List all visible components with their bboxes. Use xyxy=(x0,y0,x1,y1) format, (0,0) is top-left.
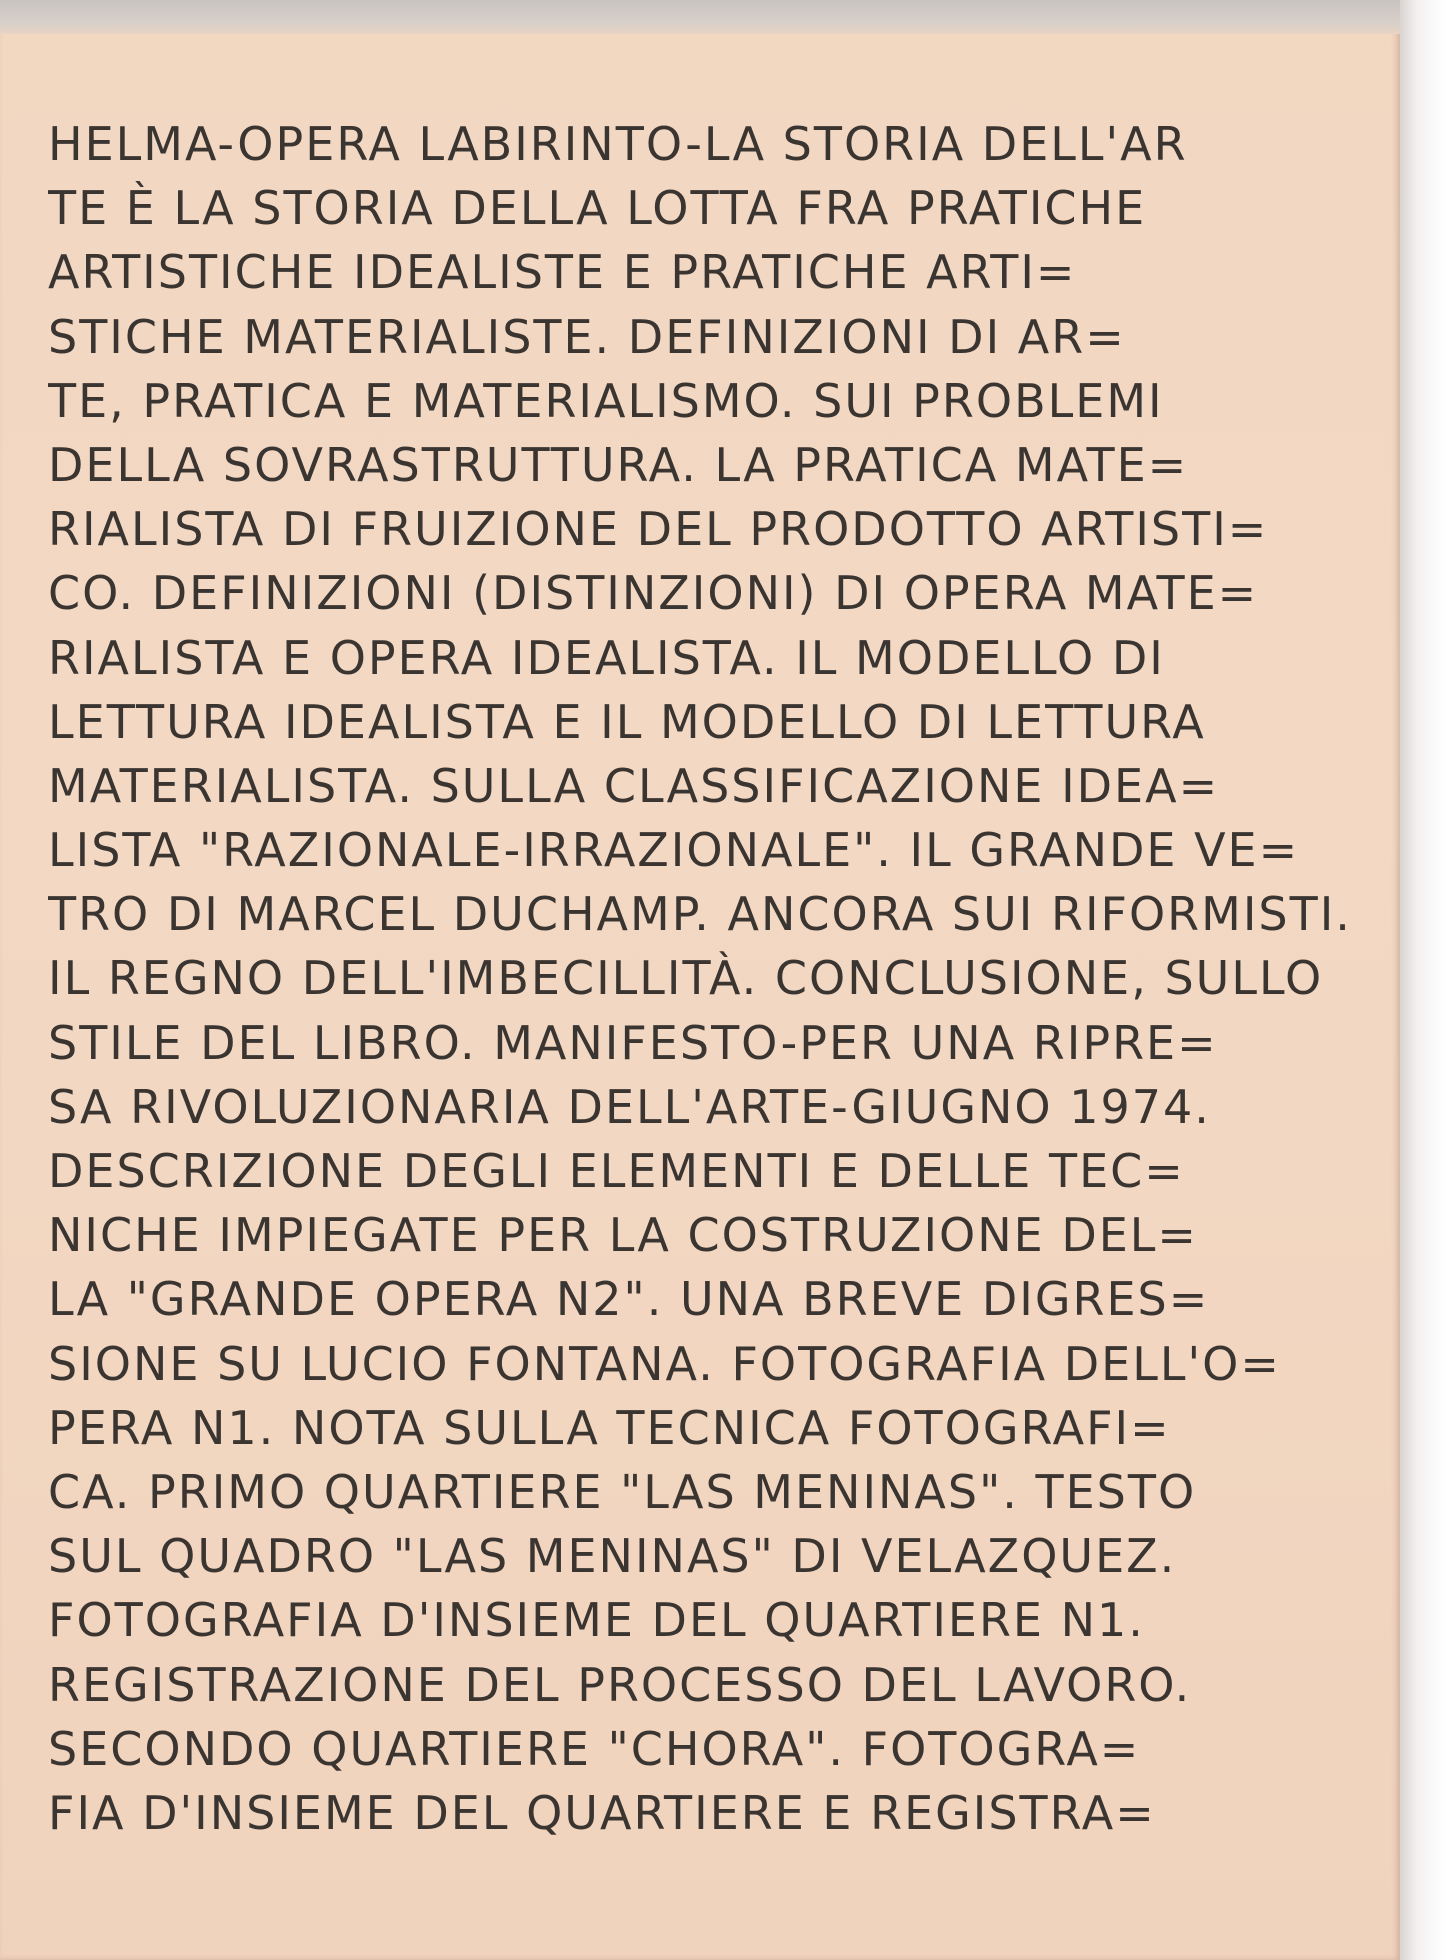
text-line-3: ARTISTICHE IDEALISTE E PRATICHE ARTI= xyxy=(48,245,1077,300)
text-line-17: DESCRIZIONE DEGLI ELEMENTI E DELLE TEC= xyxy=(48,1144,1185,1198)
text-line-1: HELMA-OPERA LABIRINTO-LA STORIA DELL'AR xyxy=(48,117,1188,171)
scan-background-edge xyxy=(1400,0,1445,1960)
text-line-7: RIALISTA DI FRUIZIONE DEL PRODOTTO ARTISTI= xyxy=(48,502,1269,557)
text-line-12: LISTA "RAZIONALE-IRRAZIONALE". IL GRANDE VE= xyxy=(48,823,1300,878)
text-line-9: RIALISTA E OPERA IDEALISTA. IL MODELLO DI xyxy=(48,630,1165,685)
text-line-19: LA "GRANDE OPERA N2". UNA BREVE DIGRES= xyxy=(48,1272,1210,1327)
text-line-10: LETTURA IDEALISTA E IL MODELLO DI LETTURA xyxy=(48,694,1206,749)
text-line-27: FIA D'INSIEME DEL QUARTIERE E REGISTRA= xyxy=(48,1785,1156,1840)
text-line-5: TE, PRATICA E MATERIALISMO. SUI PROBLEMI xyxy=(48,373,1164,428)
text-line-25: REGISTRAZIONE DEL PROCESSO DEL LAVORO. xyxy=(48,1657,1192,1712)
handwritten-text-block xyxy=(48,112,1368,1845)
text-line-16: SA RIVOLUZIONARIA DELL'ARTE-GIUGNO 1974. xyxy=(48,1079,1211,1134)
text-line-20: SIONE SU LUCIO FONTANA. FOTOGRAFIA DELL'O= xyxy=(48,1336,1281,1391)
text-line-24: FOTOGRAFIA D'INSIEME DEL QUARTIERE N1. xyxy=(48,1593,1145,1648)
text-line-13: TRO DI MARCEL DUCHAMP. ANCORA SUI RIFORMISTI. xyxy=(48,887,1352,942)
text-line-2: TE È LA STORIA DELLA LOTTA FRA PRATICHE xyxy=(48,181,1147,236)
text-line-11: MATERIALISTA. SULLA CLASSIFICAZIONE IDEA= xyxy=(48,758,1220,813)
text-line-22: CA. PRIMO QUARTIERE "LAS MENINAS". TESTO xyxy=(48,1464,1197,1519)
text-line-23: SUL QUADRO "LAS MENINAS" DI VELAZQUEZ. xyxy=(48,1529,1177,1584)
text-line-6: DELLA SOVRASTRUTTURA. LA PRATICA MATE= xyxy=(48,437,1189,492)
text-line-15: STILE DEL LIBRO. MANIFESTO-PER UNA RIPRE= xyxy=(48,1015,1218,1070)
text-line-21: PERA N1. NOTA SULLA TECNICA FOTOGRAFI= xyxy=(48,1400,1171,1455)
text-line-18: NICHE IMPIEGATE PER LA COSTRUZIONE DEL= xyxy=(48,1208,1198,1263)
text-line-14: IL REGNO DELL'IMBECILLITÀ. CONCLUSIONE, SULLO xyxy=(48,951,1324,1006)
text-line-4: STICHE MATERIALISTE. DEFINIZIONI DI AR= xyxy=(48,309,1126,364)
text-line-8: CO. DEFINIZIONI (DISTINZIONI) DI OPERA MATE= xyxy=(48,566,1259,621)
page-top-band xyxy=(0,0,1400,34)
text-line-26: SECONDO QUARTIERE "CHORA". FOTOGRA= xyxy=(48,1721,1141,1776)
